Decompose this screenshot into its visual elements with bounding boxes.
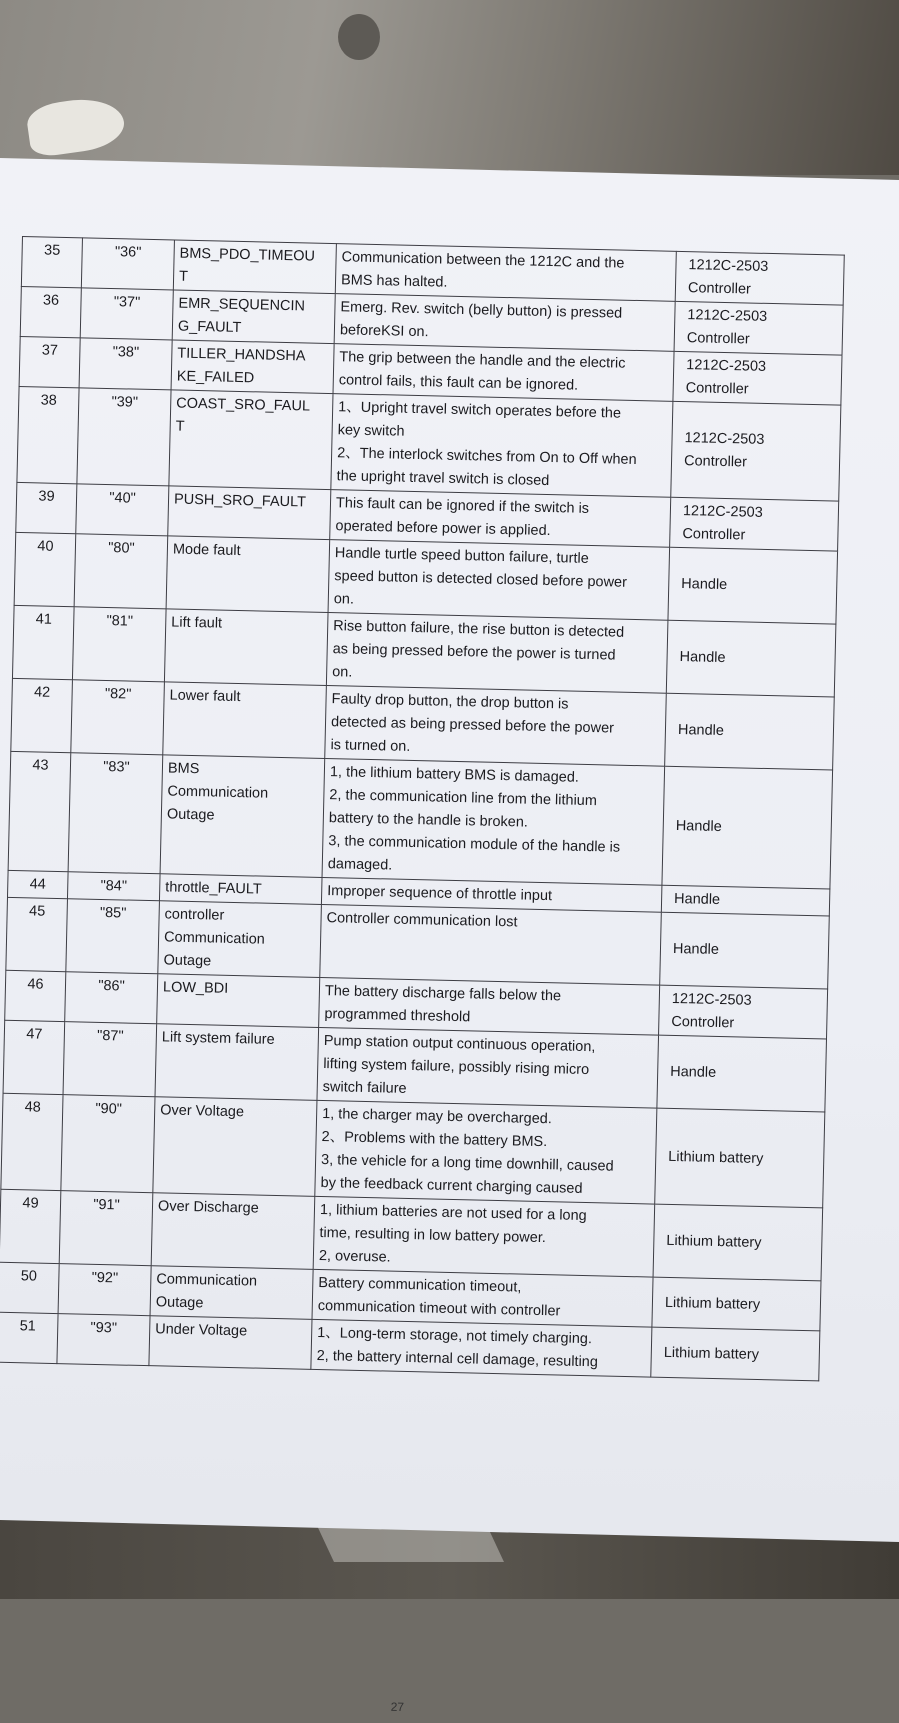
fault-name-cell [171, 340, 334, 394]
fault-name-cell [149, 1316, 312, 1370]
fault-description-cell [335, 244, 676, 302]
fault-component-cell [655, 1108, 825, 1208]
fault-description-cell-line: Communication between the 1212C and the [341, 249, 625, 272]
fault-code-cell: "38" [79, 338, 172, 390]
fault-description-cell-line: damaged. [327, 856, 393, 874]
fault-code-cell: "91" [59, 1191, 153, 1266]
fault-component-cell [666, 620, 836, 697]
fault-name-cell [150, 1266, 313, 1320]
row-number-cell: 35 [21, 237, 82, 288]
fault-description-cell [312, 1269, 653, 1327]
fault-name-cell-line: T [175, 418, 185, 435]
fault-name-cell-line: BMS_PDO_TIMEOU [179, 245, 316, 265]
fault-name-cell [173, 240, 336, 294]
fault-component-cell [652, 1277, 821, 1331]
fault-code-cell: "85" [66, 899, 160, 974]
fault-description-cell-line: 1, the charger may be overcharged. [321, 1106, 552, 1128]
fault-description-cell-line: 2、The interlock switches from On to Off when [336, 445, 637, 468]
fault-description-cell-line: key switch [337, 422, 405, 440]
fault-description-cell-line: BMS has halted. [340, 272, 448, 291]
fault-code-cell: "86" [65, 972, 158, 1024]
fault-name-cell-line: Outage [155, 1294, 204, 1312]
row-number-cell: 49 [0, 1189, 61, 1263]
row-number-cell: 50 [0, 1262, 59, 1313]
fault-name-cell-line: Over Discharge [157, 1198, 259, 1217]
fault-component-cell [653, 1204, 823, 1281]
fault-component-cell-line: Controller [685, 380, 749, 398]
fault-description-cell [331, 394, 673, 498]
fault-component-cell [665, 693, 835, 770]
fault-component-cell-line: 1212C-2503 [687, 307, 768, 325]
fault-name-cell-line: T [178, 268, 189, 285]
fault-description-cell-line: speed button is detected closed before power [334, 568, 628, 591]
fault-code-cell: "82" [71, 680, 165, 755]
fault-name-cell [168, 486, 331, 540]
fault-description-cell [313, 1196, 655, 1277]
row-number-cell: 37 [19, 336, 80, 387]
fault-component-cell-line: Controller [683, 453, 748, 471]
fault-name-cell [157, 974, 320, 1028]
fault-name-cell-line: Communication [163, 929, 266, 948]
fault-component-cell [661, 885, 830, 916]
fault-description-cell-line: Pump station output continuous operation, [323, 1033, 596, 1056]
fault-component-cell [670, 497, 839, 551]
fault-description-cell-line: communication timeout with controller [317, 1297, 561, 1320]
fault-component-cell [659, 985, 828, 1039]
fault-code-cell: "93" [57, 1314, 150, 1366]
fault-description-cell-line: 3, the communication module of the handle is [328, 833, 621, 856]
fault-name-cell [164, 609, 328, 686]
row-number-cell: 42 [11, 678, 73, 752]
fault-description-cell-line: 1、Upright travel switch operates before the [338, 399, 622, 422]
fault-description-cell-line: Emerg. Rev. switch (belly button) is pressed [340, 299, 623, 322]
fault-name-cell-line: throttle_FAULT [165, 879, 262, 898]
fault-code-cell: "92" [58, 1264, 151, 1316]
fault-description-cell-line: This fault can be ignored if the switch is [335, 495, 590, 517]
fault-name-cell-line: Communication [167, 783, 269, 802]
table-row [17, 386, 841, 501]
fault-name-cell [153, 1097, 317, 1197]
fault-description-cell [320, 904, 662, 985]
fault-component-cell [675, 251, 844, 305]
fault-name-cell [151, 1193, 315, 1270]
fault-description-cell [325, 686, 667, 767]
row-number-cell: 44 [7, 870, 68, 898]
fault-name-cell [169, 390, 333, 490]
fault-code-cell: "84" [67, 872, 160, 901]
fault-description-cell-line: is turned on. [330, 737, 411, 755]
fault-component-cell-line: 1212C-2503 [686, 357, 767, 375]
fault-component-cell-line: Handle [672, 940, 720, 958]
fault-component-cell-line: Handle [670, 1063, 717, 1081]
fault-name-cell-line: Lower fault [169, 687, 241, 706]
fault-name-cell [172, 290, 335, 344]
fault-component-cell-line: Controller [682, 526, 746, 544]
fault-component-cell [660, 912, 830, 989]
fault-description-cell [334, 294, 675, 352]
fault-code-cell: "87" [63, 1022, 157, 1097]
fault-component-cell-line: Lithium battery [664, 1294, 761, 1313]
fault-name-cell-line: Outage [163, 952, 212, 970]
fault-name-cell-line: Under Voltage [155, 1321, 248, 1340]
fault-component-cell-line: Handle [675, 817, 722, 836]
fault-description-cell-line: detected as being pressed before the power [330, 714, 615, 737]
fault-description-cell-line: battery to the handle is broken. [328, 810, 529, 831]
fault-component-cell-line: 1212C-2503 [688, 257, 769, 275]
fault-description-cell-line: 3, the vehicle for a long time downhill, caused [320, 1152, 614, 1175]
table-row [1, 1093, 825, 1208]
fault-description-cell-line: 1、Long-term storage, not timely charging. [317, 1324, 593, 1348]
fault-code-cell: "40" [76, 484, 169, 536]
page-number: 27 [390, 1699, 405, 1715]
fault-component-cell-line: Controller [687, 280, 752, 298]
fault-component-cell-line: Lithium battery [668, 1148, 764, 1167]
fault-component-cell [671, 401, 841, 501]
fault-description-cell-line: programmed threshold [324, 1006, 471, 1026]
fault-name-cell-line: EMR_SEQUENCIN [178, 295, 306, 315]
fault-name-cell-line: G_FAULT [177, 318, 242, 336]
fault-description-cell [322, 759, 665, 886]
fault-description-cell [326, 613, 668, 694]
fault-component-cell-line: 1212C-2503 [682, 503, 763, 521]
fault-name-cell-line: COAST_SRO_FAUL [176, 395, 311, 415]
row-number-cell: 36 [20, 286, 81, 337]
fault-description-cell-line: 1, the lithium battery BMS is damaged. [329, 764, 580, 786]
fault-description-cell-line: the upright travel switch is closed [336, 468, 550, 490]
row-number-cell: 45 [6, 897, 68, 971]
fault-description-cell-line: 2、Problems with the battery BMS. [321, 1129, 548, 1151]
row-number-cell: 46 [5, 970, 66, 1021]
row-number-cell: 43 [8, 751, 71, 871]
fault-description-cell-line: lifting system failure, possibly rising micro [323, 1056, 590, 1079]
fault-description-cell [315, 1100, 657, 1204]
fault-description-cell-line: control fails, this fault can be ignored. [338, 372, 579, 394]
fault-name-cell-line: Outage [166, 806, 215, 824]
fault-name-cell [160, 755, 325, 878]
fault-description-cell-line: time, resulting in low battery power. [319, 1225, 547, 1247]
fault-name-cell-line: Communication [156, 1271, 258, 1290]
fault-component-cell-line: 1212C-2503 [671, 990, 752, 1009]
fault-description-cell-line: Controller communication lost [326, 910, 518, 931]
fault-code-table [0, 236, 845, 1381]
row-number-cell: 40 [14, 532, 76, 606]
fault-code-cell: "83" [68, 753, 163, 874]
fault-name-cell-line: LOW_BDI [162, 979, 229, 997]
fault-code-cell: "39" [77, 388, 171, 486]
fault-name-cell [158, 901, 322, 978]
fault-description-cell-line: beforeKSI on. [339, 322, 429, 341]
fault-name-cell-line: BMS [167, 760, 200, 778]
fault-component-cell [651, 1327, 820, 1381]
fault-component-cell-line: Controller [671, 1013, 735, 1032]
fault-code-document [0, 236, 845, 1715]
fault-description-cell-line: as being pressed before the power is turned [332, 641, 616, 664]
fault-component-cell-line: 1212C-2503 [684, 430, 765, 448]
fault-component-cell-line: Handle [679, 649, 726, 667]
fault-description-cell [330, 490, 671, 548]
table-row [8, 751, 832, 889]
fault-component-cell [662, 766, 833, 889]
fault-component-cell [657, 1035, 827, 1112]
fault-component-cell-line: Lithium battery [663, 1344, 760, 1363]
fault-description-cell-line: on. [332, 664, 353, 681]
fault-description-cell-line: The battery discharge falls below the [324, 983, 562, 1005]
row-number-cell: 47 [3, 1020, 65, 1094]
row-number-cell: 48 [1, 1093, 63, 1190]
fault-description-cell-line: 2, the communication line from the lithium [329, 787, 598, 810]
fault-component-cell-line: Handle [673, 890, 721, 909]
fault-name-cell-line: PUSH_SRO_FAULT [173, 491, 307, 511]
fault-name-cell [155, 1024, 319, 1101]
fault-description-cell [317, 1027, 659, 1108]
fault-code-cell: "90" [61, 1095, 155, 1193]
fault-description-cell-line: The grip between the handle and the electric [339, 349, 626, 372]
fault-component-cell [674, 301, 843, 355]
fault-description-cell-line: 2, the battery internal cell damage, resulting [316, 1347, 599, 1371]
fault-description-cell-line: switch failure [322, 1079, 407, 1097]
floor-stone [338, 14, 380, 60]
fault-component-cell [673, 351, 842, 405]
fault-description-cell [333, 344, 674, 402]
row-number-cell: 41 [12, 605, 74, 679]
fault-description-cell-line: on. [333, 591, 355, 608]
fault-description-cell-line: Battery communication timeout, [318, 1274, 522, 1296]
fault-name-cell [159, 874, 322, 905]
row-number-cell: 39 [16, 482, 77, 533]
row-number-cell: 38 [17, 386, 79, 483]
fault-component-cell [668, 547, 838, 624]
floor-background-top [0, 0, 899, 175]
fault-description-cell [311, 1319, 652, 1377]
fault-description-cell-line: 1, lithium batteries are not used for a long [319, 1202, 587, 1225]
fault-table-body [0, 237, 844, 1381]
row-number-cell: 51 [0, 1312, 58, 1363]
fault-code-cell: "37" [80, 288, 173, 340]
fault-description-cell-line: Handle turtle speed button failure, turtle [334, 545, 589, 567]
fault-name-cell-line: controller [164, 906, 225, 924]
fault-description-cell [319, 977, 660, 1035]
fault-name-cell-line: Lift fault [171, 614, 223, 632]
fault-description-cell [328, 540, 670, 621]
fault-description-cell-line: Rise button failure, the rise button is detected [333, 618, 625, 641]
fault-name-cell-line: Over Voltage [160, 1102, 245, 1121]
fault-name-cell-line: KE_FAILED [176, 368, 255, 387]
fault-description-cell-line: operated before power is applied. [335, 518, 551, 540]
fault-component-cell-line: Handle [681, 576, 728, 594]
fault-name-cell-line: Lift system failure [161, 1029, 275, 1048]
fault-name-cell-line: Mode fault [172, 541, 241, 560]
fault-code-cell: "80" [74, 534, 168, 609]
fault-description-cell-line: 2, overuse. [318, 1248, 391, 1266]
fault-component-cell-line: Handle [677, 722, 725, 740]
fault-name-cell-line: TILLER_HANDSHA [177, 345, 306, 365]
fault-component-cell-line: Lithium battery [666, 1232, 762, 1252]
fault-description-cell-line: by the feedback current charging caused [320, 1175, 583, 1197]
fault-name-cell [163, 682, 327, 759]
fault-code-cell: "36" [81, 238, 174, 290]
fault-name-cell [166, 536, 330, 613]
fault-code-cell: "81" [72, 607, 166, 682]
fault-description-cell-line: Faulty drop button, the drop button is [331, 691, 569, 713]
fault-description-cell-line: Improper sequence of throttle input [327, 883, 553, 905]
fault-component-cell-line: Controller [686, 330, 750, 348]
